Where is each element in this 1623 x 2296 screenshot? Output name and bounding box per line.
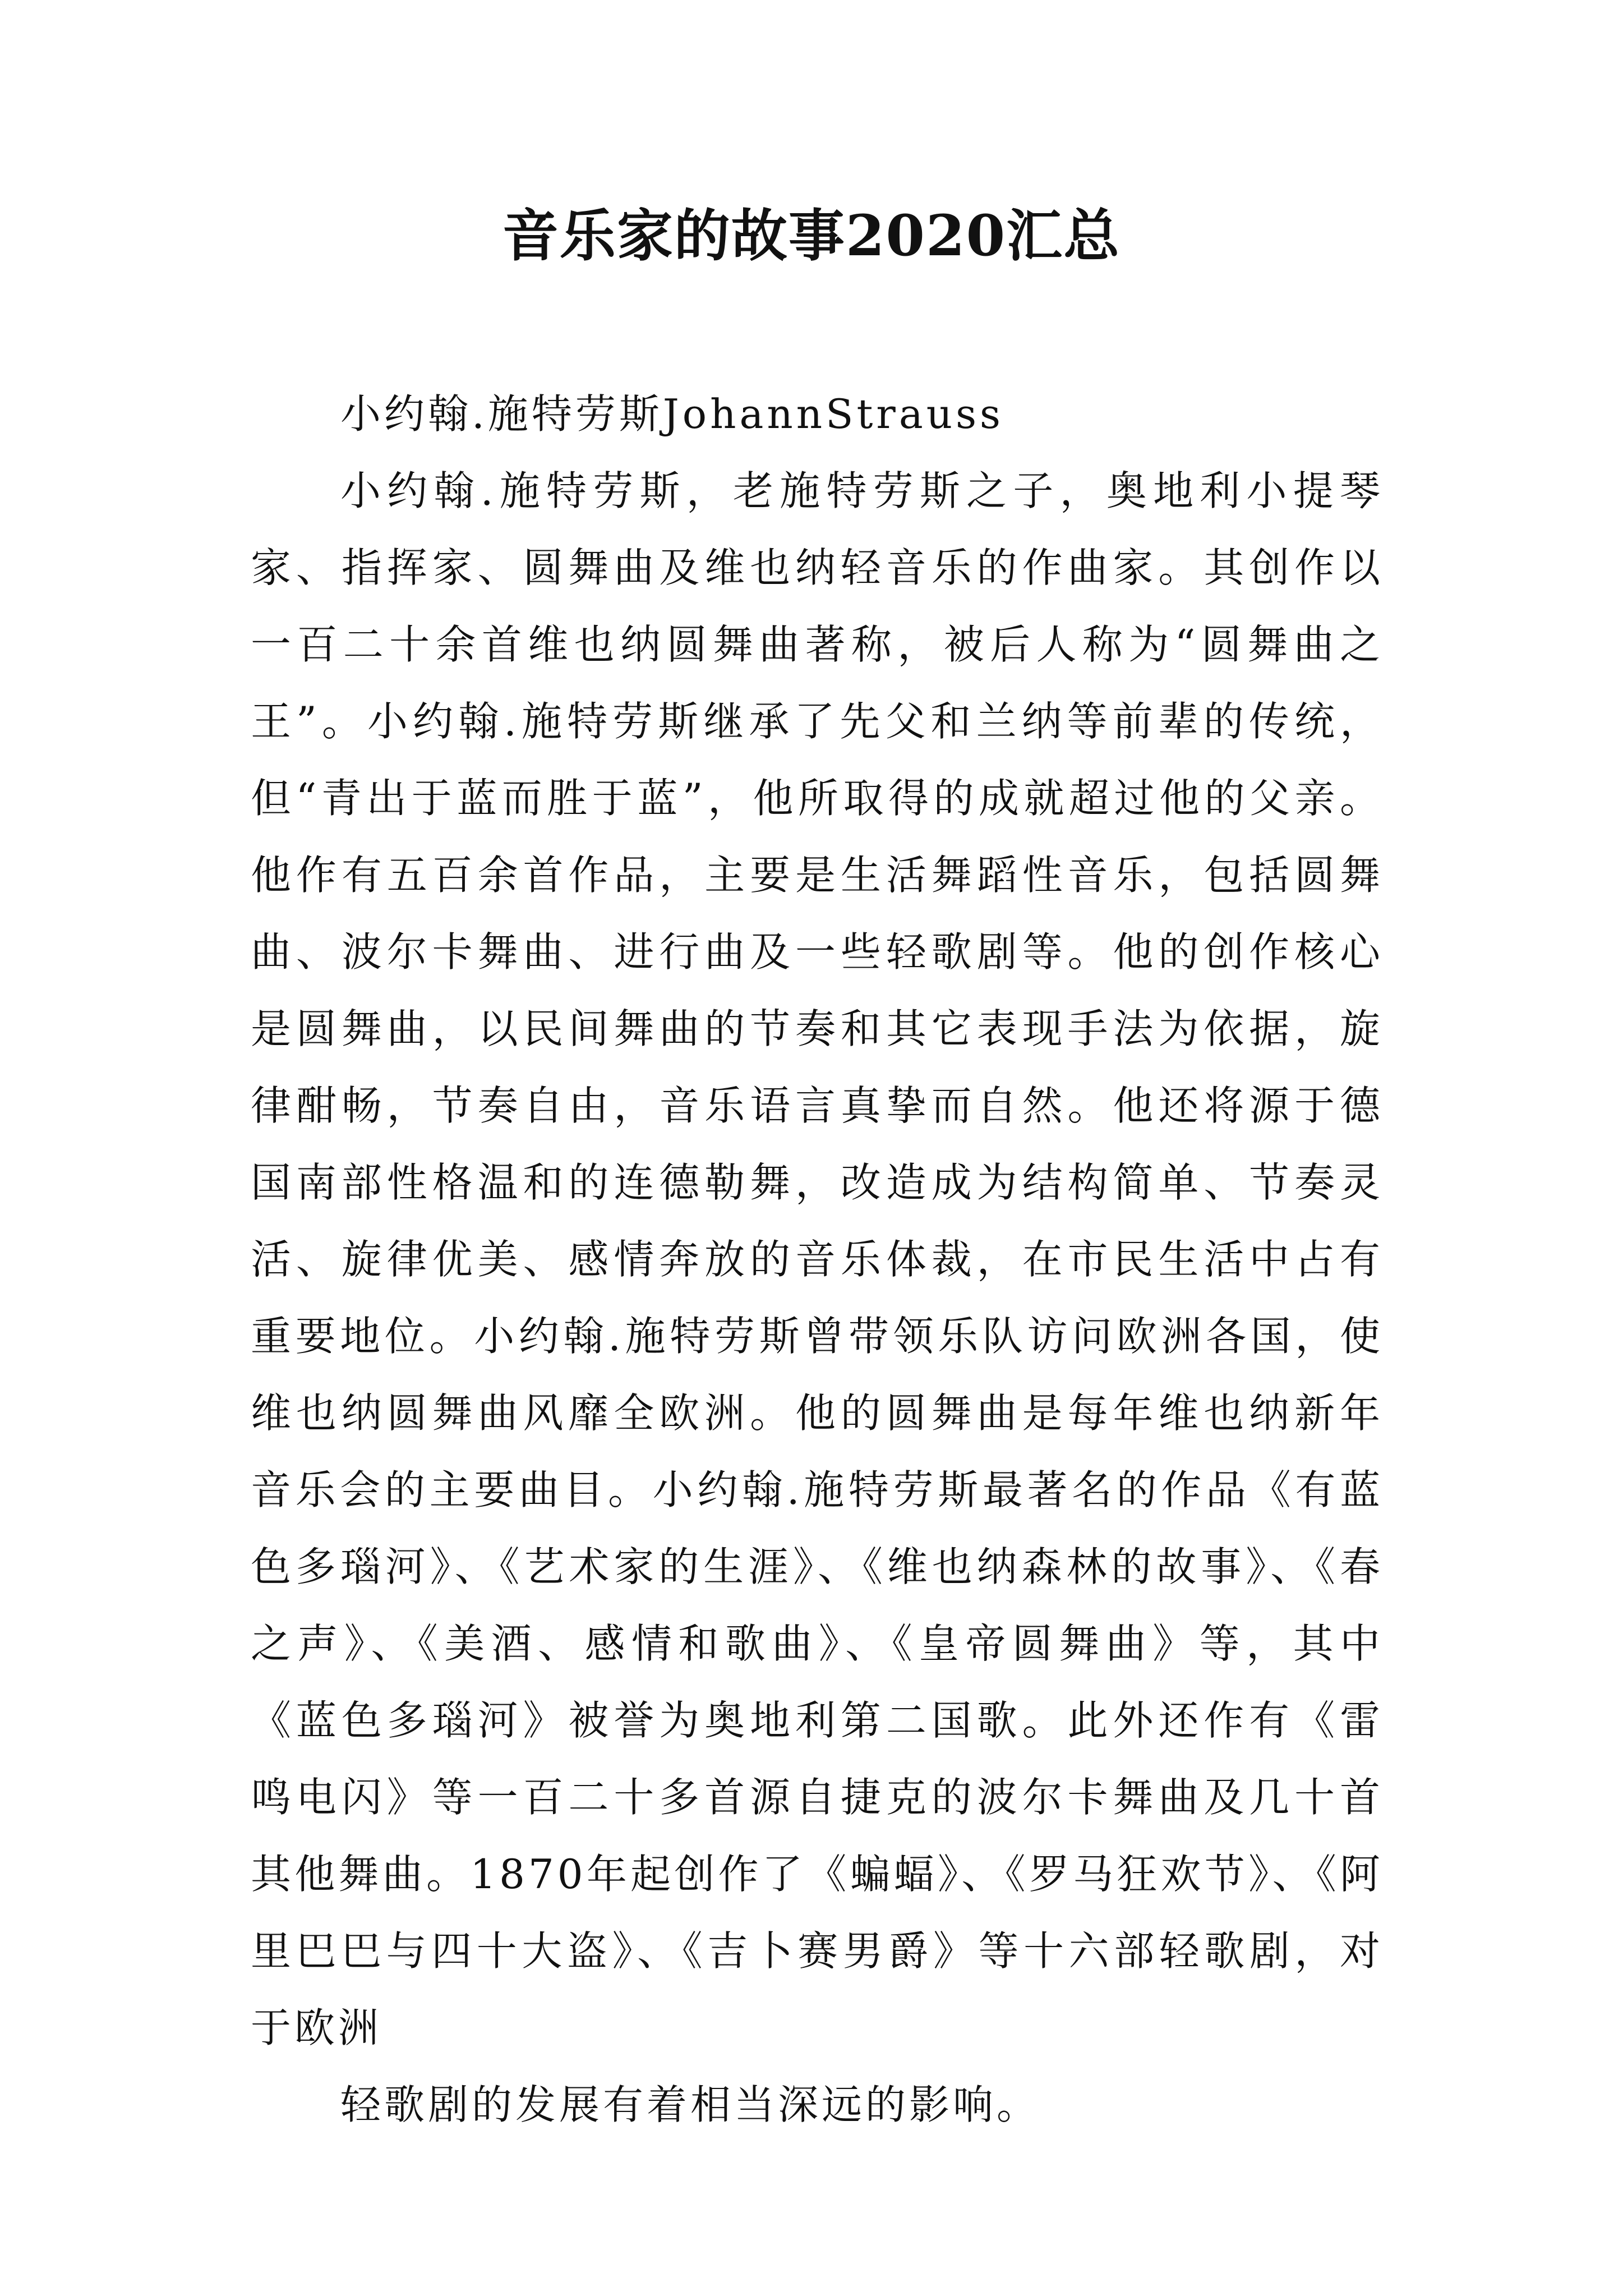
document-title: 音乐家的故事2020汇总 <box>502 203 1121 269</box>
document-body <box>251 376 1384 2143</box>
paragraph-main: 小约翰.施特劳斯，老施特劳斯之子，奥地利小提琴家、指挥家、圆舞曲及维也纳轻音乐的作曲家。其创作以一百二十余首维也纳圆舞曲著称，被后人称为“圆舞曲之王”。小约翰.施特劳斯继承了先父和兰纳等前辈的传统，但“青出于蓝而胜于蓝”，他所取得的成就超过他的父亲。他作有五百余首作品，主要是生活舞蹈性音乐，包括圆舞曲、波尔卡舞曲、进行曲及一些轻歌剧等。他的创作核心是圆舞曲，以民间舞曲的节奏和其它表现手法为依据，旋律酣畅，节奏自由，音乐语言真挚而自然。他还将源于德国南部性格温和的连德勒舞，改造成为结构简单、节奏灵活、旋律优美、感情奔放的音乐体裁，在市民生活中占有重要地位。小约翰.施特劳斯曾带领乐队访问欧洲各国，使维也纳圆舞曲风靡全欧洲。他的圆舞曲是每年维也纳新年音乐会的主要曲目。小约翰.施特劳斯最著名的作品《有蓝色多瑙河》、《艺术家的生涯》、《维也纳森林的故事》、《春之声》、《美酒、感情和歌曲》、《皇帝圆舞曲》等，其中《蓝色多瑙河》被誉为奥地利第二国歌。此外还作有《雷鸣电闪》等一百二十多首源自捷克的波尔卡舞曲及几十首其他舞曲。1870年起创作了《蝙蝠》、《罗马狂欢节》、《阿里巴巴与四十大盗》、《吉卜赛男爵》等十六部轻歌剧，对于欧洲 <box>251 467 1384 2051</box>
paragraph-heading: 小约翰.施特劳斯JohannStrauss <box>340 390 1004 438</box>
paragraph-closing: 轻歌剧的发展有着相当深远的影响。 <box>340 2081 1041 2128</box>
